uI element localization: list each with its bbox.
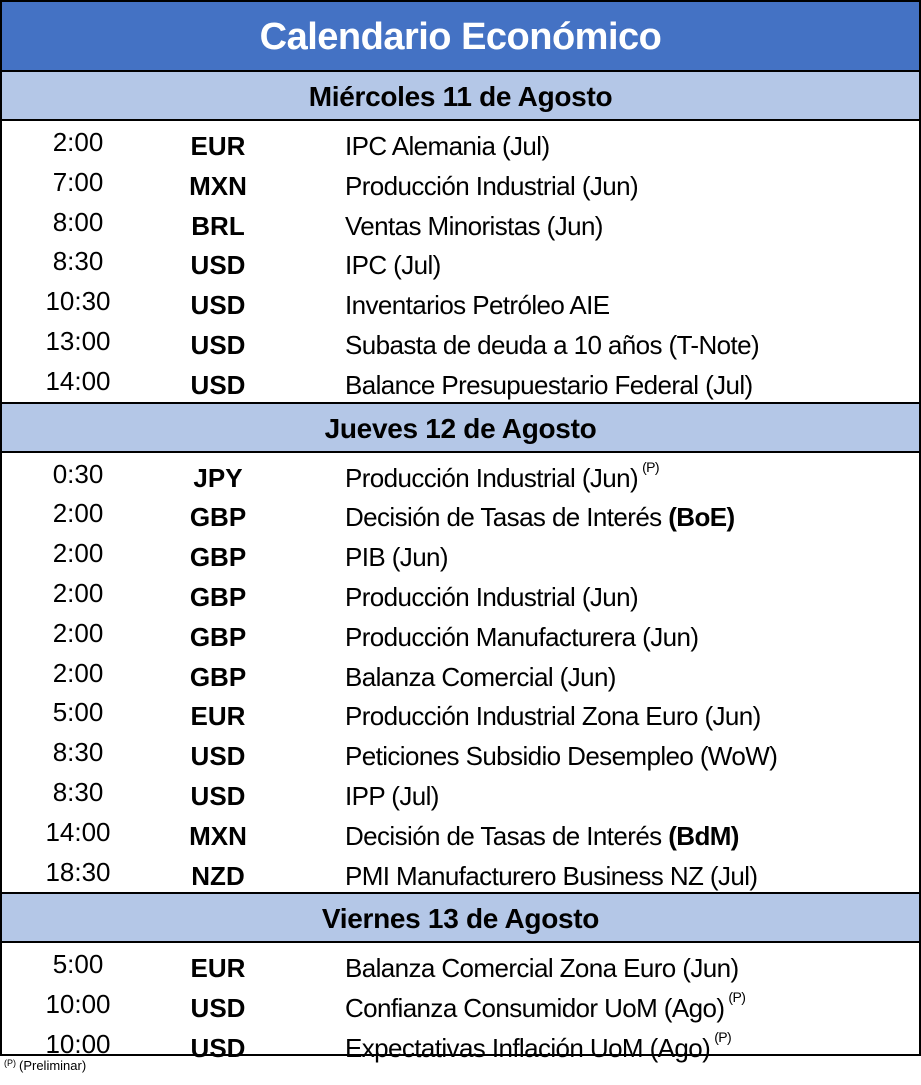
event-row (2, 614, 919, 654)
event-time: 18:30 (45, 856, 111, 887)
event-time: 0:30 (52, 458, 104, 489)
event-time: 8:30 (52, 776, 104, 807)
event-name: IPC (Jul) (345, 250, 441, 281)
event-time: 5:00 (52, 697, 104, 728)
event-name: IPP (Jul) (345, 780, 439, 811)
event-currency: USD (190, 780, 246, 811)
event-name: Producción Industrial (Jun) (345, 581, 639, 612)
event-row (2, 123, 919, 163)
event-time: 2:00 (52, 538, 104, 569)
event-row (2, 693, 919, 733)
footnote-text: (Preliminar) (19, 1058, 87, 1073)
event-name: Producción Manufacturera (Jun) (345, 621, 699, 652)
event-currency: GBP (189, 502, 247, 533)
event-row (2, 203, 919, 243)
event-time: 10:30 (45, 286, 111, 317)
event-currency: USD (190, 250, 246, 281)
event-name: Balanza Comercial Zona Euro (Jun) (345, 953, 739, 984)
event-time: 13:00 (45, 325, 111, 356)
event-time: 2:00 (52, 498, 104, 529)
event-description (345, 953, 739, 984)
event-description (345, 330, 759, 361)
event-description (345, 131, 550, 162)
event-description (345, 502, 735, 533)
day-rows (2, 453, 919, 893)
footnote-mark: (P) (4, 1058, 16, 1068)
preliminary-mark: (P) (642, 458, 659, 475)
event-currency: USD (190, 369, 246, 400)
event-description (345, 582, 638, 613)
event-row (2, 163, 919, 203)
event-row (2, 534, 919, 574)
event-currency: GBP (189, 621, 247, 652)
event-row (2, 945, 919, 985)
event-description (345, 622, 698, 653)
event-time: 8:00 (52, 206, 104, 237)
event-description (345, 861, 757, 892)
event-description (345, 542, 448, 573)
event-currency: USD (190, 290, 246, 321)
event-time: 10:00 (45, 989, 111, 1020)
event-name: IPC Alemania (Jul) (345, 131, 550, 161)
event-currency: USD (190, 1032, 246, 1063)
event-currency: GBP (189, 542, 247, 573)
event-row (2, 985, 919, 1025)
event-description (345, 370, 753, 401)
day-header: Viernes 13 de Agosto (2, 892, 919, 943)
event-row (2, 455, 919, 495)
event-currency: GBP (189, 581, 247, 612)
calendar-title: Calendario Económico (2, 2, 919, 72)
day-header: Miércoles 11 de Agosto (2, 72, 919, 121)
event-name: Producción Industrial (Jun) (345, 170, 639, 201)
event-row (2, 574, 919, 614)
event-name: Producción Industrial Zona Euro (Jun) (345, 701, 761, 732)
event-description (345, 781, 439, 812)
event-currency: GBP (189, 661, 247, 692)
day-header: Jueves 12 de Agosto (2, 402, 919, 453)
event-description (345, 662, 616, 693)
event-time: 2:00 (52, 577, 104, 608)
calendar-days (2, 72, 919, 1065)
event-row (2, 282, 919, 322)
event-name: PIB (Jun) (345, 542, 448, 573)
event-name: Decisión de Tasas de Interés (345, 820, 669, 851)
event-currency: EUR (190, 701, 246, 732)
event-currency: MXN (189, 170, 247, 201)
event-currency: USD (190, 329, 246, 360)
event-institution: (BoE) (668, 502, 735, 533)
event-name: Peticiones Subsidio Desempleo (WoW) (345, 741, 778, 772)
event-time: 10:00 (45, 1028, 111, 1059)
event-description (345, 458, 659, 494)
event-row (2, 322, 919, 362)
event-name: Decisión de Tasas de Interés (345, 502, 669, 533)
event-description (345, 701, 761, 732)
event-time: 2:00 (52, 657, 104, 688)
event-currency: NZD (191, 860, 245, 891)
event-time: 8:30 (52, 246, 104, 277)
event-row (2, 654, 919, 694)
footnote (4, 1058, 86, 1073)
event-name: Confianza Consumidor UoM (Ago) (345, 993, 725, 1024)
event-description (345, 250, 441, 281)
event-time: 5:00 (52, 949, 104, 980)
day-rows (2, 121, 919, 402)
event-name: Balance Presupuestario Federal (Jul) (345, 369, 753, 400)
event-name: Producción Industrial (Jun) (345, 462, 639, 493)
event-institution: (BdM) (668, 820, 739, 851)
event-description (345, 821, 739, 852)
event-time: 7:00 (52, 166, 104, 197)
event-name: Balanza Comercial (Jun) (345, 661, 616, 692)
event-currency: MXN (189, 820, 247, 851)
event-currency: EUR (190, 953, 246, 984)
event-currency: EUR (190, 131, 246, 161)
event-name: PMI Manufacturero Business NZ (Jul) (345, 860, 758, 891)
event-name: Ventas Minoristas (Jun) (345, 210, 603, 241)
event-name: Expectativas Inflación UoM (Ago) (345, 1032, 711, 1063)
event-time: 14:00 (45, 365, 111, 396)
event-row (2, 773, 919, 813)
event-name: Inventarios Petróleo AIE (345, 290, 610, 321)
event-description (345, 211, 603, 242)
event-row (2, 733, 919, 773)
event-time: 14:00 (45, 816, 111, 847)
event-time: 8:30 (52, 737, 104, 768)
event-row (2, 362, 919, 402)
event-description (345, 1028, 732, 1064)
event-currency: USD (190, 741, 246, 772)
event-description (345, 290, 610, 321)
event-currency: USD (190, 993, 246, 1024)
event-currency: BRL (191, 210, 245, 241)
preliminary-mark: (P) (714, 1028, 732, 1045)
event-row (2, 242, 919, 282)
event-time: 2:00 (52, 127, 104, 157)
event-description (345, 741, 777, 772)
event-row (2, 813, 919, 853)
event-row (2, 494, 919, 534)
event-description (345, 989, 746, 1024)
event-time: 2:00 (52, 617, 104, 648)
preliminary-mark: (P) (728, 989, 746, 1006)
event-description (345, 171, 638, 202)
event-currency: JPY (193, 462, 243, 493)
day-rows (2, 943, 919, 1064)
event-name: Subasta de deuda a 10 años (T-Note) (345, 329, 760, 360)
event-row (2, 1025, 919, 1065)
event-row (2, 853, 919, 893)
